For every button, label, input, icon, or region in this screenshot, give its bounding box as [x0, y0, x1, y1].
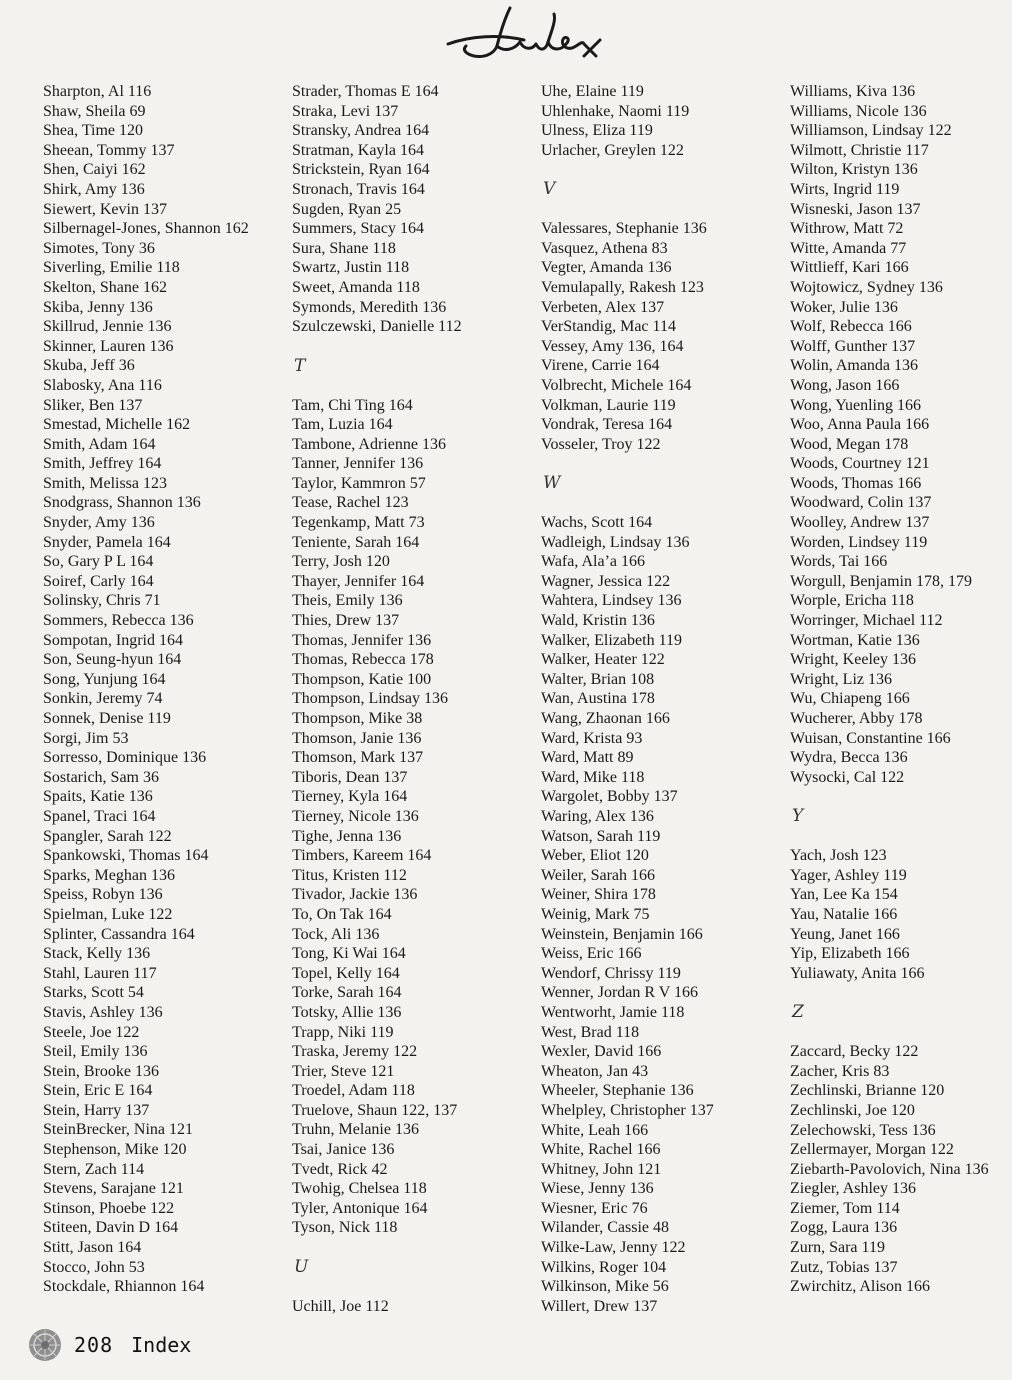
index-entry: Thomson, Mark 137: [292, 749, 424, 767]
index-entry: Yager, Ashley 119: [790, 866, 907, 884]
index-entry: Truhn, Melanie 136: [292, 1121, 419, 1139]
index-entry: Thayer, Jennifer 164: [292, 572, 425, 590]
index-entry: Sorgi, Jim 53: [43, 729, 129, 747]
index-entry: Ziemer, Tom 114: [790, 1199, 900, 1217]
index-entry: Terry, Josh 120: [292, 553, 390, 571]
index-entry: Wysocki, Cal 122: [790, 768, 905, 786]
index-entry: Weiler, Sarah 166: [541, 866, 656, 884]
index-entry: Thompson, Mike 38: [292, 710, 423, 728]
index-entry: Smith, Jeffrey 164: [43, 455, 162, 473]
index-entry: Sliker, Ben 137: [43, 396, 143, 414]
index-entry: Wright, Keeley 136: [790, 651, 916, 669]
index-entry: Steele, Joe 122: [43, 1023, 140, 1041]
index-entry: SteinBrecker, Nina 121: [43, 1121, 193, 1139]
index-column-1: [43, 82, 287, 1297]
index-entry: Weber, Eliot 120: [541, 847, 649, 865]
index-entry: Shirk, Amy 136: [43, 180, 145, 198]
index-entry: Withrow, Matt 72: [790, 220, 904, 238]
index-entry: Worgull, Benjamin 178, 179: [790, 572, 972, 590]
section-letter: W: [543, 473, 561, 494]
index-entry: Stratman, Kayla 164: [292, 141, 424, 159]
index-entry: Thompson, Lindsay 136: [292, 690, 448, 708]
index-entry: Whelpley, Christopher 137: [541, 1101, 714, 1119]
index-entry: Vemulapally, Rakesh 123: [541, 278, 704, 296]
index-entry: Woodward, Colin 137: [790, 494, 932, 512]
index-entry: Spaits, Katie 136: [43, 788, 153, 806]
page-title-index: [0, 0, 1012, 80]
index-entry: Stransky, Andrea 164: [292, 122, 430, 140]
index-entry: Wiesner, Eric 76: [541, 1199, 648, 1217]
index-entry: Summers, Stacy 164: [292, 220, 424, 238]
index-entry: Witte, Amanda 77: [790, 239, 907, 257]
index-entry: Weinig, Mark 75: [541, 905, 650, 923]
index-entry: Stronach, Travis 164: [292, 180, 425, 198]
index-entry: Waring, Alex 136: [541, 808, 654, 825]
index-entry: Tiboris, Dean 137: [292, 768, 408, 786]
index-entry: Wilkins, Roger 104: [541, 1258, 667, 1276]
index-entry: Sommers, Rebecca 136: [43, 612, 194, 630]
index-entry: Wucherer, Abby 178: [790, 710, 923, 727]
section-letter: Z: [792, 1002, 804, 1023]
index-entry: Volbrecht, Michele 164: [541, 376, 692, 394]
index-entry: Tivador, Jackie 136: [292, 886, 418, 904]
index-entry: Wentworht, Jamie 118: [541, 1003, 685, 1021]
index-entry: Tock, Ali 136: [292, 925, 380, 943]
index-entry: Stack, Kelly 136: [43, 945, 151, 963]
index-entry: Tong, Ki Wai 164: [292, 945, 406, 963]
index-entry: Words, Tai 166: [790, 553, 888, 571]
index-entry: Song, Yunjung 164: [43, 670, 166, 688]
index-entry: Steil, Emily 136: [43, 1043, 148, 1061]
index-entry: Wafa, Ala’a 166: [541, 553, 645, 571]
index-entry: Teniente, Sarah 164: [292, 533, 420, 551]
index-entry: Wexler, David 166: [541, 1043, 662, 1061]
index-entry: Vosseler, Troy 122: [541, 435, 661, 453]
index-entry: Wald, Kristin 136: [541, 612, 655, 630]
index-entry: Torke, Sarah 164: [292, 984, 402, 1002]
index-entry: Troedel, Adam 118: [292, 1082, 415, 1100]
index-entry: Walker, Heater 122: [541, 651, 665, 669]
index-entry: Stitt, Jason 164: [43, 1239, 142, 1257]
index-entry: Taylor, Kammron 57: [292, 474, 426, 492]
index-entry: Walter, Brian 108: [541, 670, 655, 688]
index-entry: Wilton, Kristyn 136: [790, 161, 918, 179]
index-entry: Symonds, Meredith 136: [292, 298, 447, 316]
index-entry: Weiner, Shira 178: [541, 886, 656, 904]
index-entry: Thomson, Janie 136: [292, 729, 422, 747]
index-entry: Weiss, Eric 166: [541, 945, 642, 963]
index-entry: Spanel, Traci 164: [43, 807, 156, 825]
index-entry: Skiba, Jenny 136: [43, 298, 153, 316]
index-entry: Wortman, Katie 136: [790, 631, 920, 649]
index-entry: Wittlieff, Kari 166: [790, 259, 909, 277]
index-entry: Wu, Chiapeng 166: [790, 690, 910, 708]
index-entry: Totsky, Allie 136: [292, 1003, 402, 1021]
index-entry: Tierney, Kyla 164: [292, 788, 408, 806]
index-entry: Sharpton, Al 116: [43, 83, 152, 100]
index-entry: Smith, Melissa 123: [43, 474, 168, 492]
index-entry: Wolf, Rebecca 166: [790, 318, 912, 336]
index-entry: Stavis, Ashley 136: [43, 1003, 163, 1021]
page-footer: [28, 1328, 191, 1362]
index-entry: Soiref, Carly 164: [43, 572, 154, 590]
index-entry: Szulczewski, Danielle 112: [292, 318, 462, 336]
index-entry: Ziegler, Ashley 136: [790, 1180, 916, 1198]
index-entry: Wahtera, Lindsey 136: [541, 592, 682, 610]
index-entry: Spielman, Luke 122: [43, 905, 173, 923]
index-entry: Tambone, Adrienne 136: [292, 435, 446, 453]
index-entry: Watson, Sarah 119: [541, 827, 661, 845]
index-entry: Wargolet, Bobby 137: [541, 788, 678, 806]
index-entry: Strader, Thomas E 164: [292, 83, 439, 100]
footer-label: Index: [131, 1333, 192, 1357]
index-entry: Tease, Rachel 123: [292, 494, 409, 512]
index-entry: Yuliawaty, Anita 166: [790, 964, 925, 982]
index-entry: Sorresso, Dominique 136: [43, 749, 207, 767]
index-entry: Shen, Caiyi 162: [43, 161, 146, 179]
index-entry: Sonkin, Jeremy 74: [43, 690, 163, 708]
index-entry: Shaw, Sheila 69: [43, 102, 146, 120]
index-entry: Zechlinski, Joe 120: [790, 1101, 915, 1119]
index-entry: Stein, Brooke 136: [43, 1062, 159, 1080]
index-entry: Zurn, Sara 119: [790, 1239, 885, 1257]
index-entry: Titus, Kristen 112: [292, 866, 407, 884]
index-entry: Wolff, Gunther 137: [790, 337, 916, 355]
index-entry: Stern, Zach 114: [43, 1160, 145, 1178]
index-entry: Uhe, Elaine 119: [541, 83, 644, 100]
index-entry: Silbernagel-Jones, Shannon 162: [43, 220, 249, 238]
index-entry: Worden, Lindsey 119: [790, 533, 928, 551]
index-entry: Williamson, Lindsay 122: [790, 122, 952, 140]
index-entry: Trapp, Niki 119: [292, 1023, 394, 1041]
index-entry: Worple, Ericha 118: [790, 592, 914, 610]
index-entry: Wirts, Ingrid 119: [790, 180, 900, 198]
index-entry: Stiteen, Davin D 164: [43, 1219, 179, 1237]
index-entry: Swartz, Justin 118: [292, 259, 410, 277]
index-entry: Son, Seung-hyun 164: [43, 651, 182, 669]
index-entry: Zacher, Kris 83: [790, 1062, 890, 1080]
index-entry: Wood, Megan 178: [790, 435, 909, 453]
index-entry: Wisneski, Jason 137: [790, 200, 921, 218]
index-entry: Skelton, Shane 162: [43, 278, 167, 296]
index-entry: Trier, Steve 121: [292, 1062, 395, 1080]
index-entry: Ward, Mike 118: [541, 768, 645, 786]
index-entry: Tam, Chi Ting 164: [292, 396, 413, 414]
index-entry: Snodgrass, Shannon 136: [43, 494, 201, 512]
index-entry: Zwirchitz, Alison 166: [790, 1278, 930, 1296]
index-entry: Wachs, Scott 164: [541, 514, 653, 532]
index-entry: Wang, Zhaonan 166: [541, 710, 670, 728]
index-entry: Zaccard, Becky 122: [790, 1043, 919, 1061]
index-entry: Wright, Liz 136: [790, 670, 892, 688]
index-entry: Thomas, Jennifer 136: [292, 631, 432, 649]
index-entry: Willert, Drew 137: [541, 1297, 658, 1315]
index-entry: Timbers, Kareem 164: [292, 847, 432, 865]
page-number: 208: [74, 1333, 114, 1357]
index-entry: West, Brad 118: [541, 1023, 640, 1041]
index-entry: Stockdale, Rhiannon 164: [43, 1278, 205, 1296]
index-entry: Slabosky, Ana 116: [43, 376, 162, 394]
index-entry: Smith, Adam 164: [43, 435, 156, 453]
index-entry: Wolin, Amanda 136: [790, 357, 919, 375]
index-entry: Vessey, Amy 136, 164: [541, 337, 684, 355]
index-entry: Truelove, Shaun 122, 137: [292, 1101, 458, 1119]
index-entry: Sparks, Meghan 136: [43, 866, 175, 884]
index-entry: Wojtowicz, Sydney 136: [790, 278, 943, 296]
index-entry: Tam, Luzia 164: [292, 416, 393, 434]
index-entry: VerStandig, Mac 114: [541, 318, 676, 336]
index-entry: Volkman, Laurie 119: [541, 396, 676, 414]
index-column-3: [541, 82, 785, 1316]
index-entry: Uhlenhake, Naomi 119: [541, 102, 690, 120]
index-entry: Stein, Eric E 164: [43, 1082, 153, 1100]
index-entry: Speiss, Robyn 136: [43, 886, 163, 904]
index-entry: Zellermayer, Morgan 122: [790, 1141, 954, 1159]
index-entry: Zechlinski, Brianne 120: [790, 1082, 945, 1100]
index-entry: Wilander, Cassie 48: [541, 1219, 670, 1237]
seal-icon: [28, 1328, 62, 1362]
index-entry: Tsai, Janice 136: [292, 1141, 395, 1159]
index-entry: Sostarich, Sam 36: [43, 768, 159, 786]
index-entry: To, On Tak 164: [292, 905, 392, 923]
index-entry: Yip, Elizabeth 166: [790, 945, 910, 963]
index-entry: Stocco, John 53: [43, 1258, 145, 1276]
index-entry: Skinner, Lauren 136: [43, 337, 174, 355]
index-entry: Yach, Josh 123: [790, 847, 887, 865]
section-letter: V: [543, 179, 556, 200]
index-entry: Straka, Levi 137: [292, 102, 399, 120]
index-entry: Skuba, Jeff 36: [43, 357, 135, 375]
index-entry: Yeung, Janet 166: [790, 925, 900, 943]
index-entry: Zutz, Tobias 137: [790, 1258, 898, 1276]
index-entry: Tegenkamp, Matt 73: [292, 514, 425, 532]
index-entry: Urlacher, Greylen 122: [541, 141, 684, 159]
index-entry: Woo, Anna Paula 166: [790, 416, 930, 434]
index-entry: Sweet, Amanda 118: [292, 278, 420, 296]
index-entry: Sonnek, Denise 119: [43, 710, 171, 727]
index-entry: Wilmott, Christie 117: [790, 141, 929, 159]
index-entry: Sheean, Tommy 137: [43, 141, 175, 159]
index-entry: Siewert, Kevin 137: [43, 200, 167, 218]
index-entry: Woods, Thomas 166: [790, 474, 922, 492]
index-entry: Vondrak, Teresa 164: [541, 416, 673, 434]
index-entry: Wendorf, Chrissy 119: [541, 964, 681, 982]
index-entry: Siverling, Emilie 118: [43, 259, 180, 277]
index-entry: Ziebarth-Pavolovich, Nina 136: [790, 1160, 989, 1178]
index-entry: Wilkinson, Mike 56: [541, 1278, 669, 1296]
index-entry: White, Rachel 166: [541, 1141, 661, 1159]
index-entry: Wheaton, Jan 43: [541, 1062, 649, 1080]
index-entry: Woker, Julie 136: [790, 298, 898, 316]
index-entry: Sura, Shane 118: [292, 239, 396, 257]
index-entry: Wilke-Law, Jenny 122: [541, 1239, 686, 1257]
index-entry: Wagner, Jessica 122: [541, 572, 671, 590]
index-entry: Snyder, Pamela 164: [43, 533, 171, 551]
index-entry: Snyder, Amy 136: [43, 514, 155, 532]
index-entry: Stinson, Phoebe 122: [43, 1199, 175, 1217]
index-entry: Sugden, Ryan 25: [292, 200, 402, 218]
index-entry: Stevens, Sarajane 121: [43, 1180, 184, 1198]
section-letter: U: [294, 1257, 309, 1278]
index-entry: Tyson, Nick 118: [292, 1219, 398, 1237]
index-entry: Stein, Harry 137: [43, 1101, 150, 1119]
index-entry: Virene, Carrie 164: [541, 357, 660, 375]
section-letter: Y: [792, 806, 804, 827]
index-entry: Strickstein, Ryan 164: [292, 161, 430, 179]
index-entry: Thompson, Katie 100: [292, 670, 432, 688]
index-entry: Stahl, Lauren 117: [43, 964, 157, 982]
index-entry: Twohig, Chelsea 118: [292, 1180, 427, 1198]
index-entry: Wong, Jason 166: [790, 376, 900, 394]
index-entry: Zelechowski, Tess 136: [790, 1121, 936, 1139]
index-entry: Simotes, Tony 36: [43, 239, 155, 257]
index-entry: Williams, Nicole 136: [790, 102, 927, 120]
index-entry: Vasquez, Athena 83: [541, 239, 668, 257]
index-entry: Uchill, Joe 112: [292, 1297, 389, 1315]
index-entry: Skillrud, Jennie 136: [43, 318, 172, 336]
index-entry: Ward, Krista 93: [541, 729, 643, 747]
index-entry: So, Gary P L 164: [43, 553, 154, 571]
index-entry: Tanner, Jennifer 136: [292, 455, 424, 473]
index-entry: Thies, Drew 137: [292, 612, 400, 630]
index-entry: Topel, Kelly 164: [292, 964, 400, 982]
index-entry: Tighe, Jenna 136: [292, 827, 402, 845]
index-entry: Tyler, Antonique 164: [292, 1199, 428, 1217]
index-entry: Wenner, Jordan R V 166: [541, 984, 699, 1002]
index-entry: Valessares, Stephanie 136: [541, 220, 707, 238]
index-entry: Sompotan, Ingrid 164: [43, 631, 183, 649]
index-entry: Theis, Emily 136: [292, 592, 403, 610]
index-entry: Woods, Courtney 121: [790, 455, 930, 473]
index-entry: Wuisan, Constantine 166: [790, 729, 951, 747]
index-entry: Woolley, Andrew 137: [790, 514, 930, 532]
index-entry: Thomas, Rebecca 178: [292, 651, 434, 669]
index-entry: Wheeler, Stephanie 136: [541, 1082, 694, 1100]
index-entry: Ward, Matt 89: [541, 749, 634, 767]
index-column-4: [790, 82, 1012, 1297]
index-entry: Wong, Yuenling 166: [790, 396, 921, 414]
index-entry: Yau, Natalie 166: [790, 905, 898, 923]
index-entry: Tvedt, Rick 42: [292, 1160, 388, 1178]
index-entry: Williams, Kiva 136: [790, 83, 916, 100]
index-entry: Spankowski, Thomas 164: [43, 847, 209, 865]
index-entry: Ulness, Eliza 119: [541, 122, 653, 140]
index-entry: Weinstein, Benjamin 166: [541, 925, 703, 943]
index-entry: Wiese, Jenny 136: [541, 1180, 654, 1198]
index-entry: Wan, Austina 178: [541, 690, 655, 708]
index-entry: Worringer, Michael 112: [790, 612, 943, 630]
index-entry: Shea, Time 120: [43, 122, 144, 140]
index-entry: Wadleigh, Lindsay 136: [541, 533, 690, 551]
index-entry: Whitney, John 121: [541, 1160, 662, 1178]
index-entry: Zogg, Laura 136: [790, 1219, 898, 1237]
index-entry: Stephenson, Mike 120: [43, 1141, 187, 1159]
index-entry: Tierney, Nicole 136: [292, 807, 419, 825]
section-letter: T: [294, 355, 306, 376]
index-entry: Traska, Jeremy 122: [292, 1043, 418, 1061]
index-column-2: [292, 82, 536, 1316]
index-entry: Verbeten, Alex 137: [541, 298, 665, 316]
index-entry: Yan, Lee Ka 154: [790, 886, 898, 904]
index-entry: Starks, Scott 54: [43, 984, 144, 1002]
index-entry: Splinter, Cassandra 164: [43, 925, 195, 943]
index-entry: White, Leah 166: [541, 1121, 649, 1139]
index-entry: Vegter, Amanda 136: [541, 259, 672, 277]
index-entry: Solinsky, Chris 71: [43, 592, 161, 610]
index-entry: Wydra, Becca 136: [790, 749, 908, 767]
index-entry: Walker, Elizabeth 119: [541, 631, 682, 649]
index-entry: Smestad, Michelle 162: [43, 416, 191, 434]
index-entry: Spangler, Sarah 122: [43, 827, 172, 845]
